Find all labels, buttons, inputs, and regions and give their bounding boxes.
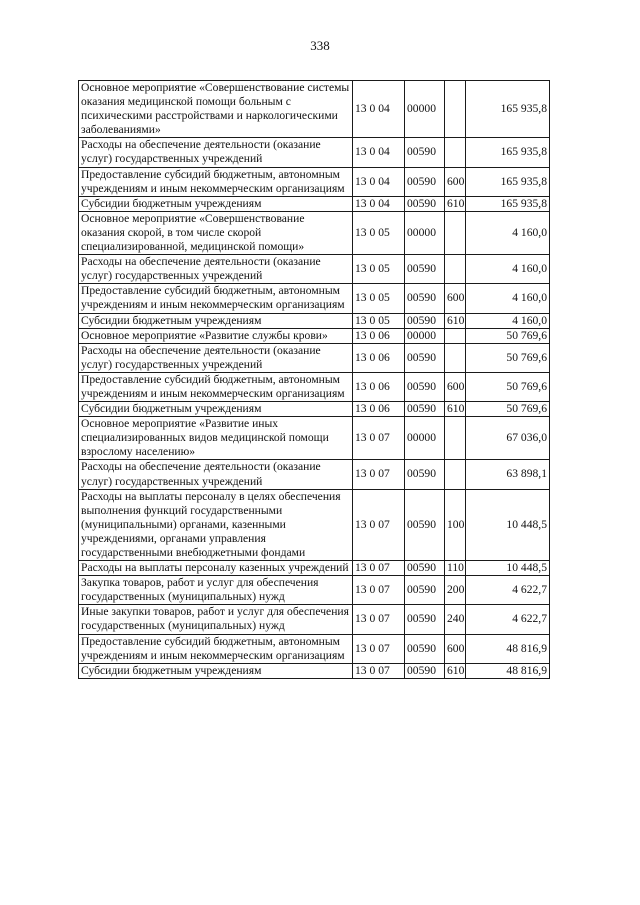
- table-row: [79, 138, 550, 167]
- expense-type-cell: 610: [445, 313, 466, 328]
- table-row: [79, 460, 550, 489]
- table-row: [79, 81, 550, 138]
- row-name-cell: Основное мероприятие «Развитие иных специализированных видов медицинской помощи взрослому населению»: [79, 417, 353, 460]
- row-name-cell: Субсидии бюджетным учреждениям: [79, 313, 353, 328]
- amount-cell: 165 935,8: [466, 167, 550, 196]
- amount-cell: 50 769,6: [466, 328, 550, 343]
- direction-code-cell: 00590: [405, 313, 445, 328]
- table-row: [79, 372, 550, 401]
- amount-cell: 165 935,8: [466, 196, 550, 211]
- direction-code-cell: 00590: [405, 561, 445, 576]
- expense-type-cell: [445, 328, 466, 343]
- program-code-cell: 13 0 07: [353, 605, 405, 634]
- direction-code-cell: 00590: [405, 489, 445, 560]
- program-code-cell: 13 0 07: [353, 561, 405, 576]
- row-name-cell: Расходы на обеспечение деятельности (оказание услуг) государственных учреждений: [79, 138, 353, 167]
- program-code-cell: 13 0 06: [353, 402, 405, 417]
- program-code-cell: 13 0 05: [353, 313, 405, 328]
- table-row: [79, 663, 550, 678]
- amount-cell: 165 935,8: [466, 81, 550, 138]
- table-row: [79, 167, 550, 196]
- row-name-cell: Расходы на выплаты персоналу казенных учреждений: [79, 561, 353, 576]
- amount-cell: 4 622,7: [466, 605, 550, 634]
- row-name-cell: Предоставление субсидий бюджетным, автономным учреждениям и иным некоммерческим организациям: [79, 372, 353, 401]
- table-row: [79, 211, 550, 254]
- expense-type-cell: [445, 417, 466, 460]
- direction-code-cell: 00590: [405, 402, 445, 417]
- expense-type-cell: 600: [445, 167, 466, 196]
- amount-cell: 50 769,6: [466, 372, 550, 401]
- table-row: [79, 561, 550, 576]
- expense-type-cell: 200: [445, 576, 466, 605]
- amount-cell: 48 816,9: [466, 634, 550, 663]
- amount-cell: 67 036,0: [466, 417, 550, 460]
- amount-cell: 10 448,5: [466, 489, 550, 560]
- direction-code-cell: 00590: [405, 576, 445, 605]
- row-name-cell: Основное мероприятие «Совершенствование системы оказания медицинской помощи больным с психическими расстройствами и наркологическими заболеваниями»: [79, 81, 353, 138]
- expense-type-cell: 610: [445, 196, 466, 211]
- direction-code-cell: 00590: [405, 663, 445, 678]
- amount-cell: 10 448,5: [466, 561, 550, 576]
- direction-code-cell: 00000: [405, 211, 445, 254]
- expense-type-cell: [445, 211, 466, 254]
- row-name-cell: Расходы на обеспечение деятельности (оказание услуг) государственных учреждений: [79, 343, 353, 372]
- program-code-cell: 13 0 06: [353, 343, 405, 372]
- expense-type-cell: [445, 343, 466, 372]
- program-code-cell: 13 0 07: [353, 634, 405, 663]
- row-name-cell: Расходы на обеспечение деятельности (оказание услуг) государственных учреждений: [79, 460, 353, 489]
- row-name-cell: Субсидии бюджетным учреждениям: [79, 196, 353, 211]
- table-row: [79, 634, 550, 663]
- direction-code-cell: 00590: [405, 634, 445, 663]
- program-code-cell: 13 0 07: [353, 576, 405, 605]
- amount-cell: 50 769,6: [466, 402, 550, 417]
- direction-code-cell: 00000: [405, 328, 445, 343]
- expense-type-cell: 110: [445, 561, 466, 576]
- amount-cell: 4 160,0: [466, 284, 550, 313]
- row-name-cell: Предоставление субсидий бюджетным, автономным учреждениям и иным некоммерческим организациям: [79, 284, 353, 313]
- row-name-cell: Расходы на обеспечение деятельности (оказание услуг) государственных учреждений: [79, 255, 353, 284]
- table-row: [79, 328, 550, 343]
- program-code-cell: 13 0 04: [353, 81, 405, 138]
- program-code-cell: 13 0 07: [353, 460, 405, 489]
- expense-type-cell: 600: [445, 372, 466, 401]
- direction-code-cell: 00590: [405, 605, 445, 634]
- table-row: [79, 255, 550, 284]
- direction-code-cell: 00590: [405, 372, 445, 401]
- expense-type-cell: 100: [445, 489, 466, 560]
- row-name-cell: Основное мероприятие «Совершенствование оказания скорой, в том числе скорой специализированной, медицинской помощи»: [79, 211, 353, 254]
- expense-type-cell: 610: [445, 402, 466, 417]
- program-code-cell: 13 0 06: [353, 328, 405, 343]
- program-code-cell: 13 0 07: [353, 417, 405, 460]
- direction-code-cell: 00000: [405, 81, 445, 138]
- program-code-cell: 13 0 07: [353, 663, 405, 678]
- row-name-cell: Иные закупки товаров, работ и услуг для обеспечения государственных (муниципальных) нужд: [79, 605, 353, 634]
- row-name-cell: Предоставление субсидий бюджетным, автономным учреждениям и иным некоммерческим организациям: [79, 167, 353, 196]
- table-row: [79, 417, 550, 460]
- table-row: [79, 402, 550, 417]
- direction-code-cell: 00590: [405, 460, 445, 489]
- program-code-cell: 13 0 05: [353, 211, 405, 254]
- program-code-cell: 13 0 05: [353, 284, 405, 313]
- row-name-cell: Субсидии бюджетным учреждениям: [79, 663, 353, 678]
- amount-cell: 48 816,9: [466, 663, 550, 678]
- table-row: [79, 343, 550, 372]
- table-row: [79, 489, 550, 560]
- direction-code-cell: 00590: [405, 138, 445, 167]
- expense-type-cell: [445, 255, 466, 284]
- row-name-cell: Субсидии бюджетным учреждениям: [79, 402, 353, 417]
- table-row: [79, 605, 550, 634]
- budget-table-body: [79, 81, 550, 679]
- row-name-cell: Предоставление субсидий бюджетным, автономным учреждениям и иным некоммерческим организациям: [79, 634, 353, 663]
- amount-cell: 165 935,8: [466, 138, 550, 167]
- row-name-cell: Основное мероприятие «Развитие службы крови»: [79, 328, 353, 343]
- expense-type-cell: [445, 81, 466, 138]
- row-name-cell: Закупка товаров, работ и услуг для обеспечения государственных (муниципальных) нужд: [79, 576, 353, 605]
- budget-table: [78, 80, 550, 679]
- amount-cell: 4 622,7: [466, 576, 550, 605]
- direction-code-cell: 00590: [405, 196, 445, 211]
- expense-type-cell: 600: [445, 284, 466, 313]
- direction-code-cell: 00590: [405, 343, 445, 372]
- table-row: [79, 576, 550, 605]
- amount-cell: 4 160,0: [466, 255, 550, 284]
- expense-type-cell: 600: [445, 634, 466, 663]
- table-row: [79, 284, 550, 313]
- program-code-cell: 13 0 04: [353, 138, 405, 167]
- expense-type-cell: 610: [445, 663, 466, 678]
- program-code-cell: 13 0 07: [353, 489, 405, 560]
- direction-code-cell: 00590: [405, 167, 445, 196]
- program-code-cell: 13 0 06: [353, 372, 405, 401]
- amount-cell: 50 769,6: [466, 343, 550, 372]
- program-code-cell: 13 0 05: [353, 255, 405, 284]
- amount-cell: 4 160,0: [466, 313, 550, 328]
- amount-cell: 4 160,0: [466, 211, 550, 254]
- program-code-cell: 13 0 04: [353, 167, 405, 196]
- table-row: [79, 196, 550, 211]
- row-name-cell: Расходы на выплаты персоналу в целях обеспечения выполнения функций государственными (муниципальными) органами, казенными учреждениями, органами управления государственными внебюджетными фондами: [79, 489, 353, 560]
- page-number: 338: [310, 38, 330, 53]
- amount-cell: 63 898,1: [466, 460, 550, 489]
- direction-code-cell: 00590: [405, 255, 445, 284]
- direction-code-cell: 00590: [405, 284, 445, 313]
- table-row: [79, 313, 550, 328]
- direction-code-cell: 00000: [405, 417, 445, 460]
- expense-type-cell: [445, 460, 466, 489]
- expense-type-cell: 240: [445, 605, 466, 634]
- expense-type-cell: [445, 138, 466, 167]
- program-code-cell: 13 0 04: [353, 196, 405, 211]
